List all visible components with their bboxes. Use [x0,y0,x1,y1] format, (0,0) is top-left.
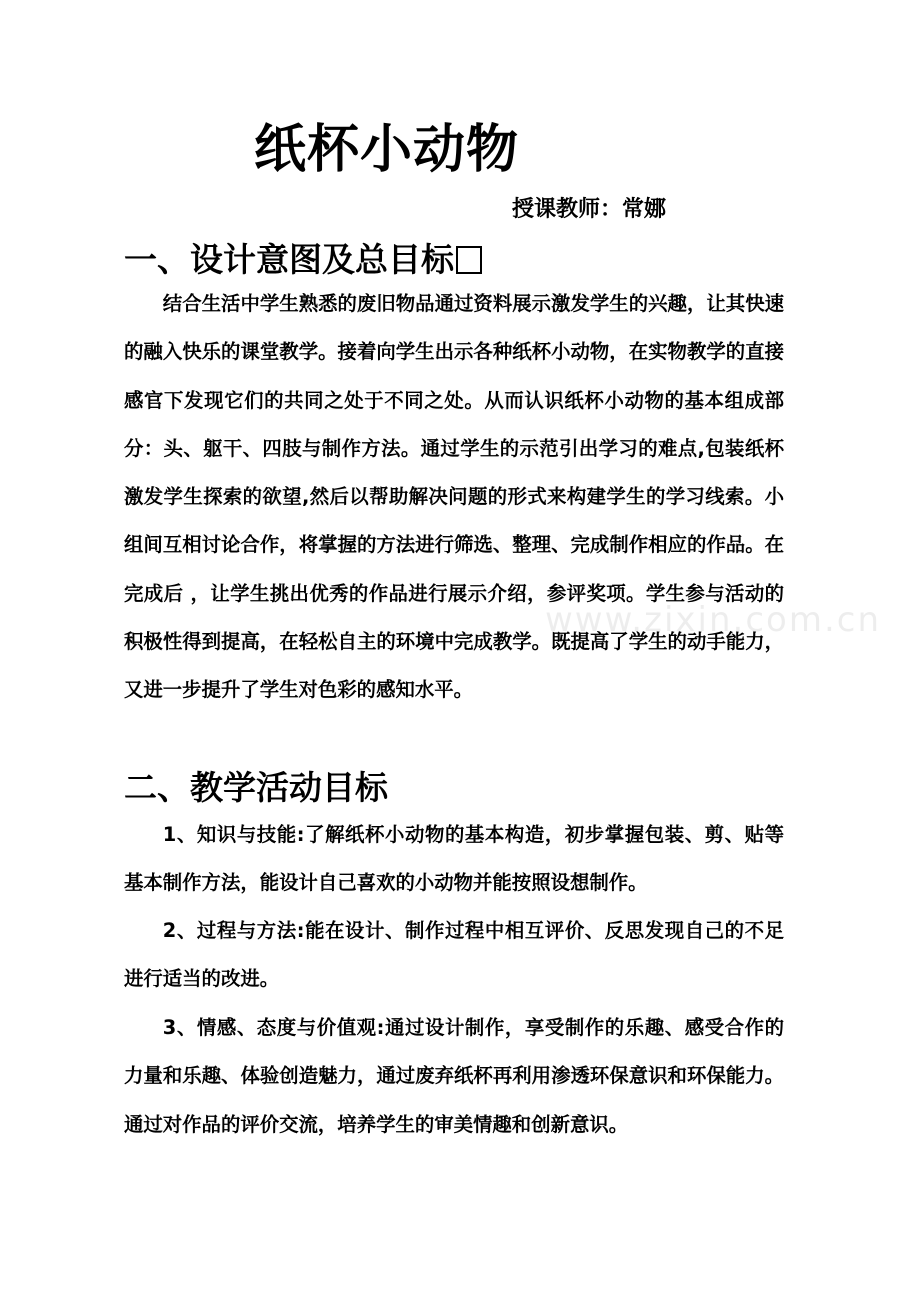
section-heading-text: 一、设计意图及总目标 [124,240,454,279]
document-title: 纸杯小动物 [254,120,520,180]
paragraph-goal-knowledge: 1、知识与技能:了解纸杯小动物的基本构造，初步掌握包装、剪、贴等基本制作方法，能设计自己喜欢的小动物并能按照设想制作。 [124,823,784,895]
teacher-line: 授课教师：常娜 [512,197,667,222]
section-heading-teaching-goals: 二、教学活动目标 [124,768,388,807]
paragraph-goal-process: 2、过程与方法:能在设计、制作过程中相互评价、反思发现自己的不足进行适当的改进。 [124,919,784,991]
watermark: www.zixin.com.cn [545,600,881,640]
paragraph-design-intent: 结合生活中学生熟悉的废旧物品通过资料展示激发学生的兴趣，让其快速的融入快乐的课堂教学。接着向学生出示各种纸杯小动物，在实物教学的直接感官下发现它们的共同之处于不同之处。从而认识纸杯小动物的基本组成部分：头、躯干、四肢与制作方法。通过学生的示范引出学习的难点,包装纸杯激发学生探索的欲望,然后以帮助解决问题的形式来构建学生的学习线索。小组间互相讨论合作，将掌握的方法进行筛选、整理、完成制作相应的作品。在完成后 ，让学生挑出优秀的作品进行展示介绍，参评奖项。学生参与活动的积极性得到提高，在轻松自主的环境中完成教学。既提高了学生的动手能力，又进一步提升了学生对色彩的感知水平。 [124,292,784,702]
section-heading-design-intent [124,238,482,282]
checkbox-square-icon [456,246,482,274]
paragraph-goal-emotion: 3、情感、态度与价值观:通过设计制作，享受制作的乐趣、感受合作的力量和乐趣、体验创造魅力，通过废弃纸杯再利用渗透环保意识和环保能力。通过对作品的评价交流，培养学生的审美情趣和创新意识。 [124,1016,784,1136]
